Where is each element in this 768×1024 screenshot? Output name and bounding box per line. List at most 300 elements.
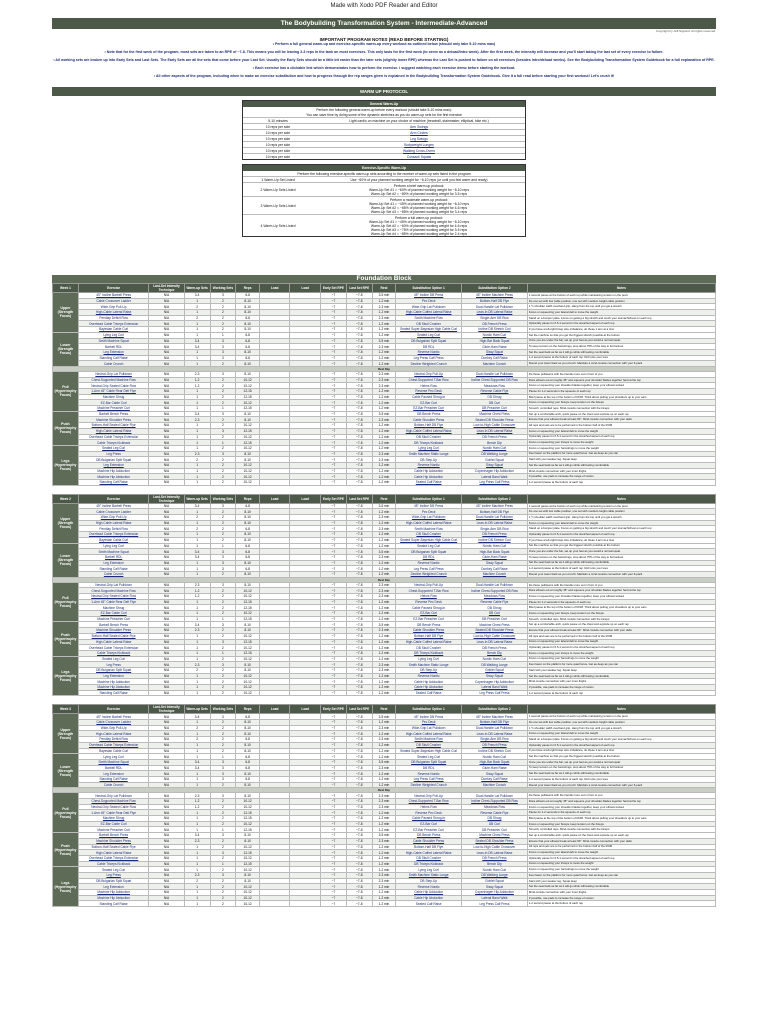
substitution-2-link[interactable]: DB French Press <box>462 434 528 440</box>
substitution-1-link[interactable]: 45° Incline DB Press <box>396 503 462 509</box>
exercise-link[interactable]: Barbell Bench Press <box>78 411 149 417</box>
substitution-1-link[interactable]: Lying Leg Curl <box>396 656 462 662</box>
substitution-2-link[interactable]: Nordic Ham Curl <box>462 867 528 873</box>
exercise-link[interactable]: Neutral-Grip Seated Cable Row <box>78 594 149 600</box>
substitution-1-link[interactable]: DB RDL <box>396 344 462 350</box>
exercise-link[interactable]: Standing Calf Raise <box>78 776 149 782</box>
substitution-2-link[interactable]: DB Walking Lunge <box>462 872 528 878</box>
substitution-1-link[interactable]: Reverse Nordic <box>396 560 462 566</box>
exercise-link[interactable]: 1-Arm 45° Cable Rear Delt Flye <box>78 810 149 816</box>
substitution-1-link[interactable]: Cable Hip Abduction <box>396 474 462 480</box>
load-input[interactable] <box>290 901 321 907</box>
warmup-exercise-link[interactable]: Arm Circles <box>410 130 428 135</box>
substitution-1-link[interactable]: Bottom-Half DB Flye <box>396 844 462 850</box>
substitution-1-link[interactable]: Cable Shoulder Press <box>396 417 462 423</box>
exercise-link[interactable]: Smith Machine Squat <box>78 338 149 344</box>
exercise-link[interactable]: DB Bulgarian Split Squat <box>78 878 149 884</box>
exercise-link[interactable]: Leg Press <box>78 451 149 457</box>
exercise-link[interactable]: Smith Machine Squat <box>78 549 149 555</box>
exercise-link[interactable]: Standing Calf Raise <box>78 901 149 907</box>
substitution-2-link[interactable]: Donkey Calf Raise <box>462 776 528 782</box>
substitution-1-link[interactable]: Wide-Grip Lat Pulldown <box>396 304 462 310</box>
substitution-2-link[interactable]: DB Walking Lunge <box>462 451 528 457</box>
substitution-1-link[interactable]: Wide-Grip Lat Pulldown <box>396 515 462 521</box>
exercise-link[interactable]: Machine Preacher Curl <box>78 406 149 412</box>
exercise-link[interactable]: 45° Incline Barbell Press <box>78 503 149 509</box>
exercise-link[interactable]: Cable Crunch <box>78 361 149 367</box>
substitution-2-link[interactable]: DB Shrug <box>462 605 528 611</box>
exercise-link[interactable]: High-Cable Lateral Raise <box>78 310 149 316</box>
exercise-link[interactable]: Overhead Cable Triceps Extension <box>78 321 149 327</box>
substitution-2-link[interactable]: Lateral Band Walk <box>462 474 528 480</box>
exercise-link[interactable]: 45° Incline Barbell Press <box>78 714 149 720</box>
warmup-exercise-link[interactable]: Walking Cross-Overs <box>403 148 435 153</box>
substitution-2-link[interactable]: Seated DB Shoulder Press <box>462 838 528 844</box>
substitution-1-link[interactable]: Chest-Supported T-Bar Row <box>396 588 462 594</box>
substitution-2-link[interactable]: Incline Chest-Supported DB Row <box>462 377 528 383</box>
substitution-1-link[interactable]: Wide-Grip Lat Pulldown <box>396 725 462 731</box>
substitution-1-link[interactable]: Reverse Nordic <box>396 673 462 679</box>
exercise-link[interactable]: Lying Leg Curl <box>78 754 149 760</box>
substitution-1-link[interactable]: Chest-Supported T-Bar Row <box>396 377 462 383</box>
substitution-1-link[interactable]: DB RDL <box>396 554 462 560</box>
substitution-2-link[interactable]: Reverse Cable Flye <box>462 599 528 605</box>
exercise-link[interactable]: Chest-Supported Machine Row <box>78 799 149 805</box>
exercise-link[interactable]: Machine Preacher Curl <box>78 827 149 833</box>
load-input[interactable] <box>259 901 290 907</box>
substitution-2-link[interactable]: Seated DB Shoulder Press <box>462 417 528 423</box>
exercise-link[interactable]: Bayesian Cable Curl <box>78 537 149 543</box>
exercise-link[interactable]: Cable Triceps Kickback <box>78 861 149 867</box>
substitution-1-link[interactable]: EZ-Bar Preacher Curl <box>396 827 462 833</box>
exercise-link[interactable]: Standing Calf Raise <box>78 566 149 572</box>
exercise-link[interactable]: Wide-Grip Pull-Up <box>78 515 149 521</box>
substitution-2-link[interactable]: Sissy Squat <box>462 462 528 468</box>
substitution-2-link[interactable]: Incline DB Stretch Curl <box>462 327 528 333</box>
substitution-2-link[interactable]: Lean-In DB Lateral Raise <box>462 731 528 737</box>
substitution-1-link[interactable]: DB Skull Crusher <box>396 855 462 861</box>
warmup-exercise-link[interactable]: Arm Swings <box>409 124 429 129</box>
load-input[interactable] <box>290 480 321 486</box>
exercise-link[interactable]: Cable Crossover Ladder <box>78 298 149 304</box>
substitution-1-link[interactable]: Smith Machine Row <box>396 526 462 532</box>
exercise-link[interactable]: Leg Extension <box>78 771 149 777</box>
substitution-2-link[interactable]: Reverse Cable Flye <box>462 810 528 816</box>
exercise-link[interactable]: Pendlay Deficit Row <box>78 737 149 743</box>
substitution-1-link[interactable]: Cable Hip Adduction <box>396 468 462 474</box>
substitution-1-link[interactable]: DB Skull Crusher <box>396 742 462 748</box>
substitution-1-link[interactable]: Seated Super-Bayesian High Cable Curl <box>396 537 462 543</box>
substitution-2-link[interactable]: High-Bar Back Squat <box>462 338 528 344</box>
substitution-1-link[interactable]: DB Bench Press <box>396 833 462 839</box>
substitution-1-link[interactable]: Cable Hip Adduction <box>396 890 462 896</box>
exercise-link[interactable]: Leg Extension <box>78 673 149 679</box>
substitution-1-link[interactable]: 45° Incline DB Press <box>396 714 462 720</box>
substitution-2-link[interactable]: DB Walking Lunge <box>462 662 528 668</box>
exercise-link[interactable]: Standing Calf Raise <box>78 690 149 696</box>
exercise-link[interactable]: Standing Calf Raise <box>78 480 149 486</box>
substitution-1-link[interactable]: DB Step-Up <box>396 667 462 673</box>
substitution-1-link[interactable]: Reverse Nordic <box>396 349 462 355</box>
substitution-2-link[interactable]: Machine Crunch <box>462 782 528 788</box>
substitution-2-link[interactable]: DB Preacher Curl <box>462 827 528 833</box>
exercise-link[interactable]: Neutral-Grip Lat Pulldown <box>78 371 149 377</box>
exercise-link[interactable]: High-Cable Lateral Raise <box>78 639 149 645</box>
substitution-2-link[interactable]: Copenhagen Hip Adduction <box>462 468 528 474</box>
substitution-1-link[interactable]: EZ-Bar Curl <box>396 400 462 406</box>
substitution-2-link[interactable]: Sissy Squat <box>462 673 528 679</box>
substitution-2-link[interactable]: Reverse Cable Flye <box>462 389 528 395</box>
exercise-link[interactable]: Leg Press <box>78 872 149 878</box>
substitution-2-link[interactable]: DB French Press <box>462 742 528 748</box>
substitution-1-link[interactable]: Neutral-Grip Pull-Up <box>396 371 462 377</box>
substitution-2-link[interactable]: DB Curl <box>462 400 528 406</box>
substitution-2-link[interactable]: Lateral Band Walk <box>462 895 528 901</box>
exercise-link[interactable]: Leg Press <box>78 662 149 668</box>
substitution-1-link[interactable]: DB Bulgarian Split Squat <box>396 759 462 765</box>
warmup-exercise-link[interactable]: Cossack Squats <box>406 154 432 159</box>
exercise-link[interactable]: EZ-Bar Cable Curl <box>78 611 149 617</box>
exercise-link[interactable]: DB Bulgarian Split Squat <box>78 457 149 463</box>
substitution-2-link[interactable]: Sissy Squat <box>462 771 528 777</box>
substitution-2-link[interactable]: Dual-Handle Lat Pulldown <box>462 371 528 377</box>
substitution-1-link[interactable]: Lying Leg Curl <box>396 867 462 873</box>
exercise-link[interactable]: Lying Leg Curl <box>78 543 149 549</box>
exercise-link[interactable]: Leg Extension <box>78 884 149 890</box>
substitution-2-link[interactable]: Dual-Handle Lat Pulldown <box>462 515 528 521</box>
substitution-1-link[interactable]: Decline Weighted Crunch <box>396 361 462 367</box>
substitution-1-link[interactable]: Helms Row <box>396 804 462 810</box>
substitution-1-link[interactable]: Smith Machine Row <box>396 737 462 743</box>
substitution-2-link[interactable]: Incline DB Stretch Curl <box>462 537 528 543</box>
substitution-2-link[interactable]: Nordic Ham Curl <box>462 543 528 549</box>
substitution-1-link[interactable]: DB RDL <box>396 765 462 771</box>
substitution-2-link[interactable]: High-Bar Back Squat <box>462 759 528 765</box>
substitution-1-link[interactable]: Reverse Pec Deck <box>396 810 462 816</box>
exercise-link[interactable]: Machine Hip Abduction <box>78 474 149 480</box>
substitution-2-link[interactable]: 45° Incline Machine Press <box>462 714 528 720</box>
substitution-2-link[interactable]: Glute-Ham Raise <box>462 344 528 350</box>
exercise-link[interactable]: Cable Triceps Kickback <box>78 650 149 656</box>
substitution-1-link[interactable]: Smith Machine Static Lunge <box>396 451 462 457</box>
exercise-link[interactable]: Machine Shrug <box>78 816 149 822</box>
substitution-1-link[interactable]: High-Cable Cuffed Lateral Raise <box>396 520 462 526</box>
substitution-1-link[interactable]: DB Step-Up <box>396 457 462 463</box>
exercise-link[interactable]: Machine Hip Adduction <box>78 890 149 896</box>
exercise-link[interactable]: Barbell Bench Press <box>78 833 149 839</box>
substitution-2-link[interactable]: Meadows Row <box>462 804 528 810</box>
substitution-1-link[interactable]: Seated Leg Curl <box>396 332 462 338</box>
substitution-1-link[interactable]: EZ-Bar Curl <box>396 821 462 827</box>
exercise-link[interactable]: Machine Preacher Curl <box>78 616 149 622</box>
substitution-2-link[interactable]: Low-to-High Cable Crossover <box>462 423 528 429</box>
substitution-1-link[interactable]: Neutral-Grip Pull-Up <box>396 793 462 799</box>
exercise-link[interactable]: Smith Machine Squat <box>78 759 149 765</box>
substitution-2-link[interactable]: Single-Arm DB Row <box>462 315 528 321</box>
substitution-2-link[interactable]: Leg Press Calf Press <box>462 480 528 486</box>
substitution-1-link[interactable]: Reverse Pec Deck <box>396 599 462 605</box>
substitution-2-link[interactable]: Lean-In DB Lateral Raise <box>462 428 528 434</box>
substitution-2-link[interactable]: Glute-Ham Raise <box>462 765 528 771</box>
substitution-2-link[interactable]: Sissy Squat <box>462 560 528 566</box>
exercise-link[interactable]: Cable Crunch <box>78 571 149 577</box>
substitution-2-link[interactable]: Incline Chest-Supported DB Row <box>462 588 528 594</box>
substitution-2-link[interactable]: Lean-In DB Lateral Raise <box>462 850 528 856</box>
substitution-2-link[interactable]: Copenhagen Hip Adduction <box>462 679 528 685</box>
substitution-2-link[interactable]: Lean-In DB Lateral Raise <box>462 639 528 645</box>
substitution-2-link[interactable]: DB Shrug <box>462 394 528 400</box>
substitution-2-link[interactable]: Machine Chest Press <box>462 833 528 839</box>
substitution-2-link[interactable]: DB Shrug <box>462 816 528 822</box>
exercise-link[interactable]: Machine Hip Adduction <box>78 468 149 474</box>
substitution-2-link[interactable]: Bench Dip <box>462 440 528 446</box>
substitution-1-link[interactable]: Seated Calf Raise <box>396 690 462 696</box>
substitution-1-link[interactable]: EZ-Bar Preacher Curl <box>396 406 462 412</box>
substitution-2-link[interactable]: Copenhagen Hip Adduction <box>462 890 528 896</box>
substitution-1-link[interactable]: High-Cable Cuffed Lateral Raise <box>396 428 462 434</box>
exercise-link[interactable]: Lying Leg Curl <box>78 332 149 338</box>
exercise-link[interactable]: Wide-Grip Pull-Up <box>78 725 149 731</box>
substitution-1-link[interactable]: DB Bench Press <box>396 411 462 417</box>
substitution-1-link[interactable]: Cable Paused Shrug-In <box>396 605 462 611</box>
substitution-1-link[interactable]: Seated Super-Bayesian High Cable Curl <box>396 327 462 333</box>
substitution-2-link[interactable]: DB Curl <box>462 611 528 617</box>
substitution-2-link[interactable]: Single-Arm DB Row <box>462 737 528 743</box>
substitution-2-link[interactable]: Low-to-High Cable Crossover <box>462 844 528 850</box>
warmup-exercise-link[interactable]: Bodyweight Lunges <box>404 142 434 147</box>
substitution-2-link[interactable]: Sissy Squat <box>462 884 528 890</box>
exercise-link[interactable]: Machine Shoulder Press <box>78 417 149 423</box>
exercise-link[interactable]: Cable Crossover Ladder <box>78 509 149 515</box>
exercise-link[interactable]: Neutral-Grip Seated Cable Row <box>78 383 149 389</box>
substitution-2-link[interactable]: DB French Press <box>462 645 528 651</box>
substitution-1-link[interactable]: High-Cable Cuffed Lateral Raise <box>396 850 462 856</box>
substitution-2-link[interactable]: Nordic Ham Curl <box>462 445 528 451</box>
exercise-link[interactable]: Overhead Cable Triceps Extension <box>78 855 149 861</box>
substitution-2-link[interactable]: Incline DB Stretch Curl <box>462 748 528 754</box>
substitution-2-link[interactable]: Incline Chest-Supported DB Row <box>462 799 528 805</box>
exercise-link[interactable]: Bottom-Half Seated Cable Flye <box>78 423 149 429</box>
substitution-1-link[interactable]: DB Triceps Kickback <box>396 440 462 446</box>
exercise-link[interactable]: High-Cable Lateral Raise <box>78 520 149 526</box>
substitution-2-link[interactable]: Dual-Handle Lat Pulldown <box>462 582 528 588</box>
exercise-link[interactable]: Barbell RDL <box>78 344 149 350</box>
substitution-1-link[interactable]: DB Bulgarian Split Squat <box>396 338 462 344</box>
load-input[interactable] <box>259 480 290 486</box>
substitution-1-link[interactable]: Cable Hip Abduction <box>396 895 462 901</box>
exercise-link[interactable]: Neutral-Grip Lat Pulldown <box>78 793 149 799</box>
substitution-2-link[interactable]: DB French Press <box>462 855 528 861</box>
substitution-1-link[interactable]: Cable Paused Shrug-In <box>396 816 462 822</box>
substitution-2-link[interactable]: Goblet Squat <box>462 878 528 884</box>
substitution-1-link[interactable]: Cable Paused Shrug-In <box>396 394 462 400</box>
substitution-1-link[interactable]: Cable Shoulder Press <box>396 628 462 634</box>
substitution-1-link[interactable]: Cable Shoulder Press <box>396 838 462 844</box>
exercise-link[interactable]: Seated Leg Curl <box>78 445 149 451</box>
substitution-1-link[interactable]: Seated Leg Curl <box>396 754 462 760</box>
substitution-2-link[interactable]: Machine Crunch <box>462 361 528 367</box>
exercise-link[interactable]: Pendlay Deficit Row <box>78 526 149 532</box>
substitution-2-link[interactable]: Dual-Handle Lat Pulldown <box>462 793 528 799</box>
exercise-link[interactable]: Cable Crossover Ladder <box>78 720 149 726</box>
substitution-1-link[interactable]: Reverse Nordic <box>396 884 462 890</box>
substitution-2-link[interactable]: DB French Press <box>462 532 528 538</box>
substitution-1-link[interactable]: Decline Weighted Crunch <box>396 782 462 788</box>
substitution-1-link[interactable]: Leg Press Calf Press <box>396 355 462 361</box>
exercise-link[interactable]: Machine Shoulder Press <box>78 628 149 634</box>
substitution-2-link[interactable]: Glute-Ham Raise <box>462 554 528 560</box>
exercise-link[interactable]: Machine Hip Adduction <box>78 679 149 685</box>
substitution-2-link[interactable]: Meadows Row <box>462 594 528 600</box>
substitution-2-link[interactable]: DB Preacher Curl <box>462 616 528 622</box>
exercise-link[interactable]: 1-Arm 45° Cable Rear Delt Flye <box>78 389 149 395</box>
substitution-2-link[interactable]: Donkey Calf Raise <box>462 566 528 572</box>
substitution-2-link[interactable]: Seated DB Shoulder Press <box>462 628 528 634</box>
exercise-link[interactable]: High-Cable Lateral Raise <box>78 850 149 856</box>
exercise-link[interactable]: Barbell Bench Press <box>78 622 149 628</box>
substitution-1-link[interactable]: Helms Row <box>396 383 462 389</box>
load-input[interactable] <box>290 690 321 696</box>
substitution-2-link[interactable]: Nordic Ham Curl <box>462 754 528 760</box>
substitution-2-link[interactable]: Leg Press Calf Press <box>462 690 528 696</box>
substitution-2-link[interactable]: DB Curl <box>462 821 528 827</box>
exercise-link[interactable]: Seated Leg Curl <box>78 867 149 873</box>
substitution-2-link[interactable]: Nordic Ham Curl <box>462 656 528 662</box>
substitution-2-link[interactable]: Low-to-High Cable Crossover <box>462 633 528 639</box>
exercise-link[interactable]: Chest-Supported Machine Row <box>78 377 149 383</box>
exercise-link[interactable]: Machine Shrug <box>78 394 149 400</box>
substitution-2-link[interactable]: Lean-In DB Lateral Raise <box>462 520 528 526</box>
substitution-2-link[interactable]: Bench Dip <box>462 650 528 656</box>
exercise-link[interactable]: Bottom-Half Seated Cable Flye <box>78 844 149 850</box>
substitution-2-link[interactable]: Single-Arm DB Row <box>462 526 528 532</box>
exercise-link[interactable]: Bayesian Cable Curl <box>78 327 149 333</box>
substitution-2-link[interactable]: High-Bar Back Squat <box>462 549 528 555</box>
substitution-1-link[interactable]: Neutral-Grip Pull-Up <box>396 582 462 588</box>
substitution-1-link[interactable]: Seated Super-Bayesian High Cable Curl <box>396 748 462 754</box>
substitution-1-link[interactable]: Pec Deck <box>396 720 462 726</box>
exercise-link[interactable]: Leg Extension <box>78 560 149 566</box>
substitution-1-link[interactable]: Lying Leg Curl <box>396 445 462 451</box>
exercise-link[interactable]: Chest-Supported Machine Row <box>78 588 149 594</box>
exercise-link[interactable]: EZ-Bar Cable Curl <box>78 400 149 406</box>
exercise-link[interactable]: Machine Shoulder Press <box>78 838 149 844</box>
substitution-1-link[interactable]: Reverse Nordic <box>396 462 462 468</box>
exercise-link[interactable]: Overhead Cable Triceps Extension <box>78 434 149 440</box>
exercise-link[interactable]: DB Bulgarian Split Squat <box>78 667 149 673</box>
substitution-1-link[interactable]: Seated Calf Raise <box>396 901 462 907</box>
exercise-link[interactable]: Wide-Grip Pull-Up <box>78 304 149 310</box>
substitution-1-link[interactable]: Smith Machine Row <box>396 315 462 321</box>
substitution-1-link[interactable]: High-Cable Cuffed Lateral Raise <box>396 310 462 316</box>
substitution-1-link[interactable]: Pec Deck <box>396 298 462 304</box>
exercise-link[interactable]: Cable Triceps Kickback <box>78 440 149 446</box>
exercise-link[interactable]: Seated Leg Curl <box>78 656 149 662</box>
substitution-1-link[interactable]: DB Bulgarian Split Squat <box>396 549 462 555</box>
substitution-1-link[interactable]: Leg Press Calf Press <box>396 566 462 572</box>
exercise-link[interactable]: High-Cable Lateral Raise <box>78 428 149 434</box>
substitution-1-link[interactable]: Helms Row <box>396 594 462 600</box>
exercise-link[interactable]: Overhead Cable Triceps Extension <box>78 645 149 651</box>
substitution-1-link[interactable]: DB Step-Up <box>396 878 462 884</box>
substitution-1-link[interactable]: Reverse Nordic <box>396 771 462 777</box>
substitution-1-link[interactable]: Chest-Supported T-Bar Row <box>396 799 462 805</box>
exercise-link[interactable]: Machine Hip Abduction <box>78 685 149 691</box>
substitution-2-link[interactable]: Bottom-Half DB Flye <box>462 509 528 515</box>
substitution-1-link[interactable]: Smith Machine Static Lunge <box>396 662 462 668</box>
substitution-2-link[interactable]: Machine Crunch <box>462 571 528 577</box>
exercise-link[interactable]: 45° Incline Barbell Press <box>78 293 149 299</box>
substitution-1-link[interactable]: 45° Incline DB Press <box>396 293 462 299</box>
exercise-link[interactable]: Leg Extension <box>78 462 149 468</box>
exercise-link[interactable]: Neutral-Grip Seated Cable Row <box>78 804 149 810</box>
substitution-1-link[interactable]: Seated Leg Curl <box>396 543 462 549</box>
substitution-2-link[interactable]: Dual-Handle Lat Pulldown <box>462 304 528 310</box>
load-input[interactable] <box>259 690 290 696</box>
exercise-link[interactable]: Overhead Cable Triceps Extension <box>78 532 149 538</box>
substitution-1-link[interactable]: DB Skull Crusher <box>396 321 462 327</box>
exercise-link[interactable]: High-Cable Lateral Raise <box>78 731 149 737</box>
substitution-2-link[interactable]: Bottom-Half DB Flye <box>462 720 528 726</box>
substitution-2-link[interactable]: Bottom-Half DB Flye <box>462 298 528 304</box>
substitution-1-link[interactable]: Smith Machine Static Lunge <box>396 872 462 878</box>
substitution-2-link[interactable]: Lean-In DB Lateral Raise <box>462 310 528 316</box>
substitution-1-link[interactable]: Leg Press Calf Press <box>396 776 462 782</box>
exercise-link[interactable]: EZ-Bar Cable Curl <box>78 821 149 827</box>
substitution-1-link[interactable]: High-Cable Cuffed Lateral Raise <box>396 639 462 645</box>
substitution-1-link[interactable]: DB Triceps Kickback <box>396 861 462 867</box>
substitution-2-link[interactable]: Donkey Calf Raise <box>462 355 528 361</box>
substitution-1-link[interactable]: Cable Hip Abduction <box>396 685 462 691</box>
substitution-2-link[interactable]: DB Preacher Curl <box>462 406 528 412</box>
substitution-2-link[interactable]: Lateral Band Walk <box>462 685 528 691</box>
substitution-1-link[interactable]: Bottom-Half DB Flye <box>396 633 462 639</box>
substitution-2-link[interactable]: Leg Press Calf Press <box>462 901 528 907</box>
exercise-link[interactable]: Bayesian Cable Curl <box>78 748 149 754</box>
exercise-link[interactable]: Cable Crunch <box>78 782 149 788</box>
exercise-link[interactable]: Neutral-Grip Lat Pulldown <box>78 582 149 588</box>
substitution-2-link[interactable]: Goblet Squat <box>462 457 528 463</box>
substitution-1-link[interactable]: DB Bench Press <box>396 622 462 628</box>
exercise-link[interactable]: Bottom-Half Seated Cable Flye <box>78 633 149 639</box>
exercise-link[interactable]: Machine Shrug <box>78 605 149 611</box>
exercise-link[interactable]: Barbell RDL <box>78 554 149 560</box>
exercise-link[interactable]: Pendlay Deficit Row <box>78 315 149 321</box>
substitution-1-link[interactable]: DB Skull Crusher <box>396 645 462 651</box>
substitution-1-link[interactable]: DB Triceps Kickback <box>396 650 462 656</box>
substitution-1-link[interactable]: Seated Calf Raise <box>396 480 462 486</box>
substitution-2-link[interactable]: 45° Incline Machine Press <box>462 503 528 509</box>
substitution-1-link[interactable]: EZ-Bar Curl <box>396 611 462 617</box>
substitution-2-link[interactable]: Meadows Row <box>462 383 528 389</box>
exercise-link[interactable]: 1-Arm 45° Cable Rear Delt Flye <box>78 599 149 605</box>
substitution-2-link[interactable]: DB French Press <box>462 321 528 327</box>
substitution-2-link[interactable]: Dual-Handle Lat Pulldown <box>462 725 528 731</box>
substitution-1-link[interactable]: Reverse Pec Deck <box>396 389 462 395</box>
substitution-2-link[interactable]: Sissy Squat <box>462 349 528 355</box>
exercise-link[interactable]: Standing Calf Raise <box>78 355 149 361</box>
exercise-link[interactable]: Leg Extension <box>78 349 149 355</box>
substitution-1-link[interactable]: Decline Weighted Crunch <box>396 571 462 577</box>
substitution-2-link[interactable]: Machine Chest Press <box>462 411 528 417</box>
substitution-2-link[interactable]: 45° Incline Machine Press <box>462 293 528 299</box>
substitution-1-link[interactable]: High-Cable Cuffed Lateral Raise <box>396 731 462 737</box>
exercise-link[interactable]: Machine Hip Abduction <box>78 895 149 901</box>
substitution-1-link[interactable]: DB Skull Crusher <box>396 532 462 538</box>
substitution-2-link[interactable]: Nordic Ham Curl <box>462 332 528 338</box>
exercise-link[interactable]: Barbell RDL <box>78 765 149 771</box>
substitution-2-link[interactable]: Bench Dip <box>462 861 528 867</box>
